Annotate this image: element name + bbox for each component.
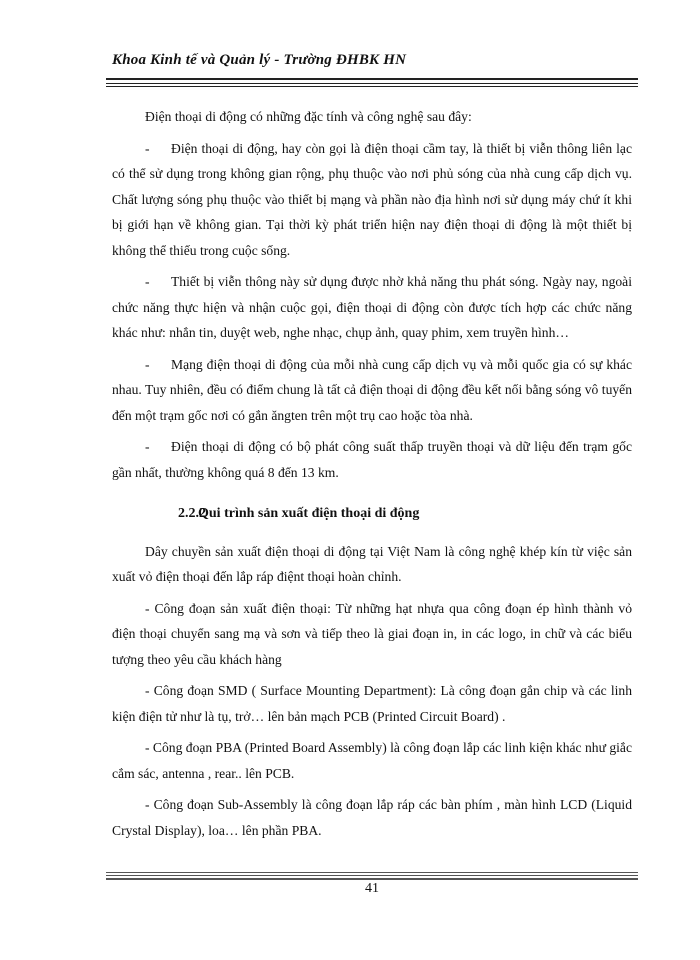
bullet-paragraph	[112, 269, 632, 346]
header-rule	[106, 83, 638, 84]
footer-rule	[106, 872, 638, 873]
section-title: Qui trình sản xuất điện thoại di động	[198, 506, 420, 521]
bullet-text: Mạng điện thoại di động của mỗi nhà cung cấp dịch vụ và mỗi quốc gia có sự khác nhau. Tuy nhiên, đều có điểm chung là tất cả điện thoại di động đều kết nối bằng sóng vô tuyến đến một trạm gốc nơi có gắn ăngten trên một trụ cao hoặc tòa nhà.	[112, 356, 632, 423]
bullet-dash: -	[145, 140, 150, 156]
section-number: 2.2.2	[178, 506, 206, 521]
document-body	[112, 104, 632, 849]
process-paragraph: - Công đoạn Sub-Assembly là công đoạn lắp ráp các bàn phím , màn hình LCD (Liquid Crystal Display), loa… lên phần PBA.	[112, 797, 632, 838]
header-rule	[106, 86, 638, 87]
bullet-text: Thiết bị viễn thông này sử dụng được nhờ khả năng thu phát sóng. Ngày nay, ngoài chức năng thực hiện và nhận cuộc gọi, điện thoại di động còn được tích hợp các chức năng khác như: nhắn tin, duyệt web, nghe nhạc, chụp ảnh, quay phim, xem truyền hình…	[112, 274, 632, 340]
process-paragraph: - Công đoạn sản xuất điện thoại: Từ những hạt nhựa qua công đoạn ép hình thành vỏ điện thoại chuyển sang mạ và sơn và tiếp theo là giai đoạn in, in các logo, in chữ và các biểu tượng theo yêu cầu khách hàng	[112, 600, 632, 667]
section-heading	[112, 501, 632, 527]
bullet-paragraph	[112, 136, 632, 264]
footer-rule	[106, 878, 638, 880]
footer-rule	[106, 875, 638, 876]
process-paragraph: Dây chuyền sản xuất điện thoại di động tại Việt Nam là công nghệ khép kín từ việc sản xuất vỏ điện thoại đến lắp ráp điệnt thoại hoàn chỉnh.	[112, 543, 632, 584]
bullet-dash: -	[145, 439, 150, 454]
bullet-text: Điện thoại di động, hay còn gọi là điện thoại cầm tay, là thiết bị viễn thông liên lạc có thể sử dụng trong không gian rộng, phụ thuộc vào nơi phủ sóng của nhà cung cấp dịch vụ. Chất lượng sóng phụ thuộc vào thiết bị mạng và phần nào địa hình nơi sử dụng máy chứ ít khi bị giới hạn về không gian. Tại thời kỳ phát triển hiện nay điện thoại di động là một thiết bị không thể thiếu trong cuộc sống.	[112, 140, 632, 258]
bullet-paragraph	[112, 434, 632, 485]
process-paragraph: - Công đoạn SMD ( Surface Mounting Department): Là công đoạn gắn chip và các linh kiện điện tử như là tụ, trở… lên bản mạch PCB (Printed Circuit Board) .	[112, 683, 632, 724]
page-header-title: Khoa Kinh tế và Quản lý - Trường ĐHBK HN	[112, 52, 407, 68]
header-rule	[106, 78, 638, 80]
bullet-text: Điện thoại di động có bộ phát công suất thấp truyền thoại và dữ liệu đến trạm gốc gần nhất, thường không quá 8 đến 13 km.	[112, 439, 632, 480]
page-number: 41	[365, 881, 379, 896]
bullet-dash: -	[145, 274, 150, 289]
intro-paragraph: Điện thoại di động có những đặc tính và công nghệ sau đây:	[145, 109, 472, 124]
bullet-dash: -	[145, 356, 150, 372]
process-paragraph: - Công đoạn PBA (Printed Board Assembly) là công đoạn lắp các linh kiện khác như giắc cắm sác, antenna , rear.. lên PCB.	[112, 740, 632, 781]
bullet-paragraph	[112, 352, 632, 429]
